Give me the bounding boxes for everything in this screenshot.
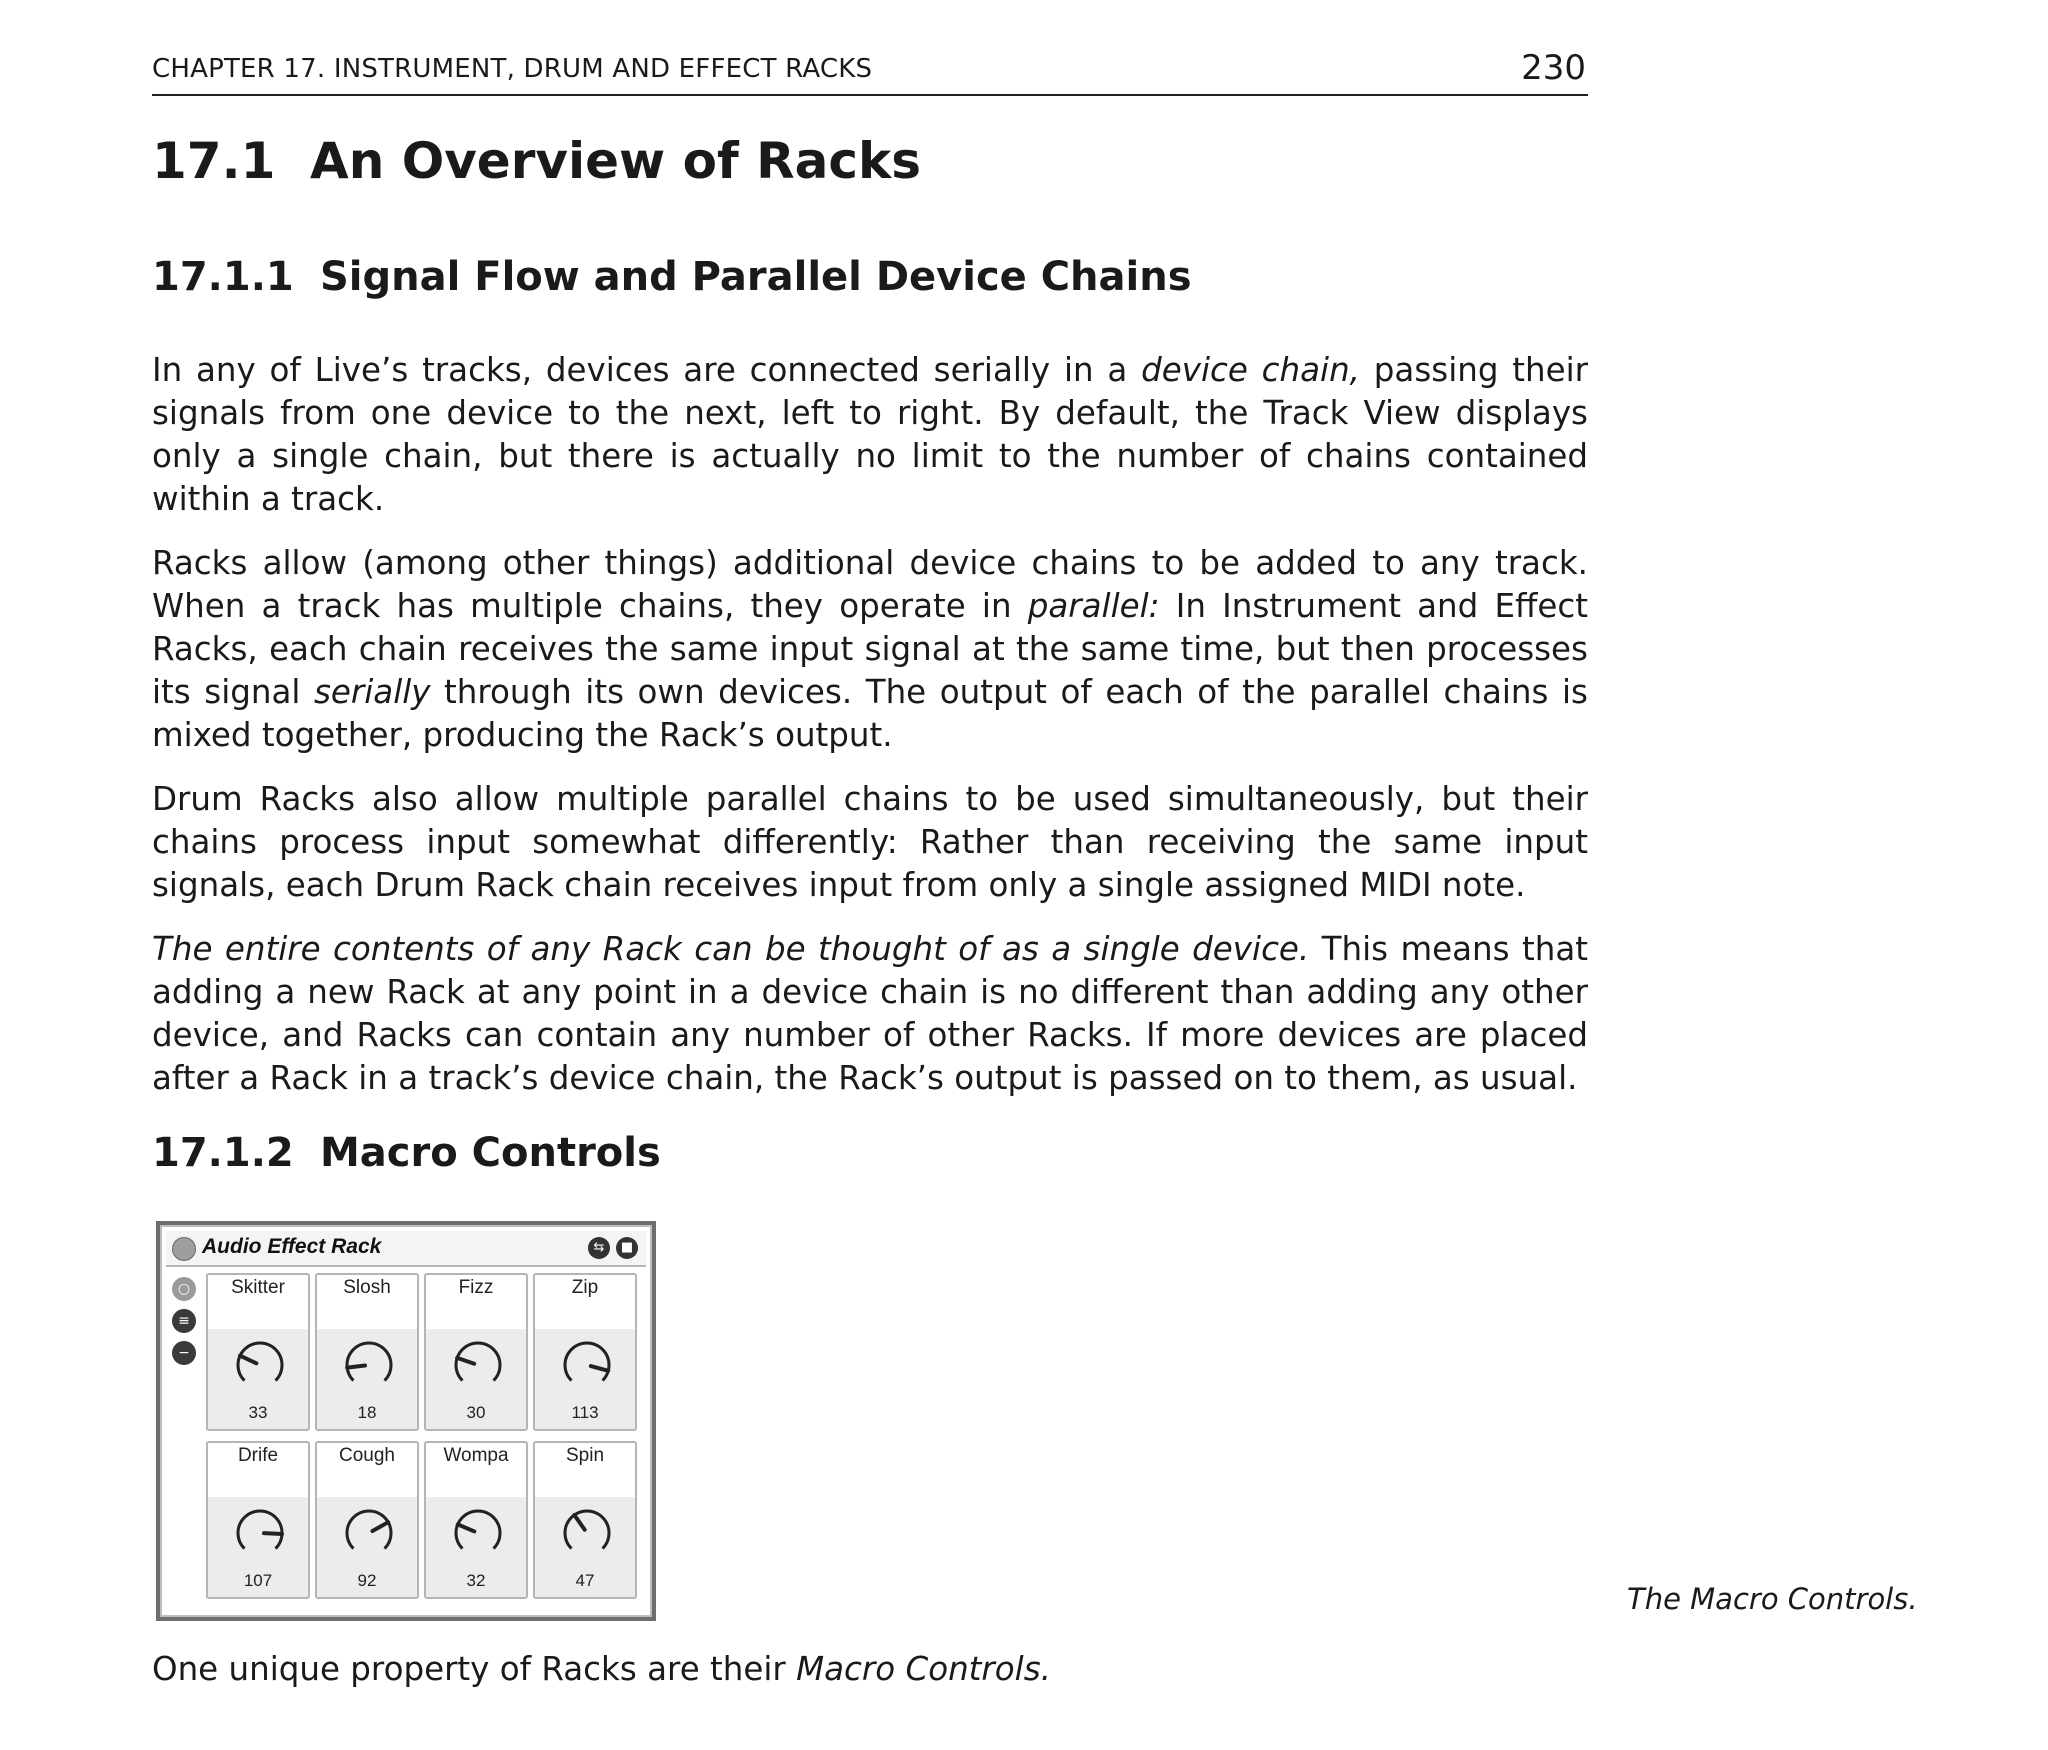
macro-value: 30	[466, 1403, 486, 1422]
chapter-title: CHAPTER 17. INSTRUMENT, DRUM AND EFFECT RACKS	[152, 54, 873, 84]
knob-arc	[347, 1343, 391, 1381]
macro-name: Skitter	[231, 1277, 285, 1298]
knob-needle	[574, 1515, 584, 1530]
subsection-title: Signal Flow and Parallel Device Chains	[320, 254, 1192, 300]
macro-value: 113	[571, 1403, 599, 1422]
macro-name-box	[535, 1275, 635, 1329]
knob-dial-icon[interactable]	[450, 1505, 506, 1561]
knob-dial-icon[interactable]	[341, 1505, 397, 1561]
knob-dial-icon[interactable]	[341, 1337, 397, 1393]
macro-value: 33	[248, 1403, 268, 1422]
page-number: 230	[1521, 48, 1586, 88]
body-text	[152, 349, 1588, 1121]
macro-knob-2[interactable]	[315, 1273, 419, 1431]
knob-needle	[372, 1522, 388, 1531]
paragraph	[152, 349, 1588, 521]
running-header	[152, 50, 1588, 96]
rack-title: Audio Effect Rack	[202, 1235, 382, 1258]
macro-knob-8[interactable]	[533, 1441, 637, 1599]
macro-name-box	[426, 1275, 526, 1329]
macro-value: 18	[357, 1403, 377, 1422]
macro-value: 92	[357, 1571, 377, 1590]
knob-needle	[347, 1365, 365, 1367]
macro-name-box	[317, 1443, 417, 1497]
knob-needle	[240, 1356, 256, 1364]
paragraph	[152, 542, 1588, 757]
figure-caption: The Macro Controls.	[1627, 1582, 1918, 1616]
subsection-number: 17.1.2	[152, 1130, 294, 1176]
subsection-heading-macro-controls	[152, 1130, 661, 1176]
text-run: through its own devices. The output of each of the parallel chains is mixed together, producing the Rack’s output.	[152, 673, 1588, 754]
macro-name-box	[208, 1275, 308, 1329]
text-run: One unique property of Racks are their	[152, 1650, 797, 1688]
macro-name: Wompa	[443, 1445, 509, 1466]
device-view-icon[interactable]: −	[172, 1341, 196, 1365]
knob-needle	[591, 1366, 608, 1371]
macro-value: 32	[466, 1571, 486, 1590]
macro-name-box	[426, 1443, 526, 1497]
macro-knob-grid	[206, 1273, 642, 1609]
subsection-title: Macro Controls	[320, 1130, 661, 1176]
knob-arc	[238, 1511, 282, 1549]
macro-name: Fizz	[458, 1277, 494, 1298]
paragraph: Drum Racks also allow multiple parallel chains to be used simultaneously, but their chains process input somewhat differently: Rather than receiving the same input signals, each Drum Rack chain receives input from only a single assigned MIDI note.	[152, 780, 1588, 904]
knob-dial-icon[interactable]	[559, 1337, 615, 1393]
device-activator-icon[interactable]	[172, 1237, 196, 1261]
knob-dial-icon[interactable]	[450, 1337, 506, 1393]
macro-value: 107	[243, 1571, 273, 1590]
rack-title-bar	[166, 1231, 646, 1267]
chain-list-icon[interactable]: ≡	[172, 1309, 196, 1333]
subsection-number: 17.1.1	[152, 254, 294, 300]
knob-arc	[565, 1343, 609, 1381]
paragraph	[152, 928, 1588, 1100]
text-run: Racks allow (among other things) additional device chains to be added to any track. When a track has multiple chains, they operate in	[152, 544, 1588, 625]
macro-knob-7[interactable]	[424, 1441, 528, 1599]
macro-knob-5[interactable]	[206, 1441, 310, 1599]
section-heading	[152, 132, 921, 190]
audio-effect-rack-figure	[156, 1221, 656, 1621]
knob-needle	[457, 1358, 474, 1364]
knob-needle	[458, 1524, 475, 1531]
knob-arc	[456, 1511, 500, 1549]
section-title: An Overview of Racks	[310, 132, 922, 190]
macro-knob-3[interactable]	[424, 1273, 528, 1431]
macro-name-box	[208, 1443, 308, 1497]
knob-dial-icon[interactable]	[559, 1505, 615, 1561]
macro-name-box	[317, 1275, 417, 1329]
document-page	[152, 0, 1918, 1750]
text-run: In any of Live’s tracks, devices are connected serially in a	[152, 351, 1142, 389]
emphasis: device chain,	[1141, 351, 1360, 389]
macro-knob-6[interactable]	[315, 1441, 419, 1599]
emphasis: serially	[313, 673, 431, 711]
section-number: 17.1	[152, 132, 276, 190]
macro-value: 47	[575, 1571, 595, 1590]
knob-dial-icon[interactable]	[232, 1505, 288, 1561]
knob-arc	[238, 1343, 282, 1381]
macro-name-box	[535, 1443, 635, 1497]
knob-arc	[347, 1511, 391, 1549]
knob-dial-icon[interactable]	[232, 1337, 288, 1393]
emphasis: The entire contents of any Rack can be thought of as a single device.	[152, 930, 1310, 968]
emphasis: Macro Controls.	[796, 1650, 1051, 1688]
subsection-heading-signal-flow	[152, 254, 1192, 300]
knob-arc	[565, 1511, 609, 1549]
text-run: This means that adding a new Rack at any point in a device chain is no different than adding any other device, and Racks can contain any number of other Racks. If more devices are placed after a Rack in a track’s device chain, the Rack’s output is passed on to them, as usual.	[152, 930, 1588, 1097]
save-preset-icon[interactable]: ■	[616, 1237, 638, 1259]
macro-name: Spin	[565, 1445, 605, 1466]
text-run: passing their signals from one device to the next, left to right. By default, the Track View displays only a single chain, but there is actually no limit to the number of chains contained within a track.	[152, 351, 1588, 518]
macro-name: Drife	[237, 1445, 279, 1466]
paragraph	[152, 1650, 1051, 1688]
emphasis: parallel:	[1027, 587, 1160, 625]
macro-view-icon[interactable]: ○	[172, 1277, 196, 1301]
macro-name: Slosh	[343, 1277, 391, 1298]
macro-knob-1[interactable]	[206, 1273, 310, 1431]
macro-name: Cough	[339, 1445, 395, 1466]
macro-name: Zip	[571, 1277, 599, 1298]
macro-knob-4[interactable]	[533, 1273, 637, 1431]
text-run: In Instrument and Effect Racks, each chain receives the same input signal at the same time, but then processes its signal	[152, 587, 1588, 711]
knob-needle	[264, 1533, 282, 1534]
hot-swap-icon[interactable]: ⇆	[588, 1237, 610, 1259]
